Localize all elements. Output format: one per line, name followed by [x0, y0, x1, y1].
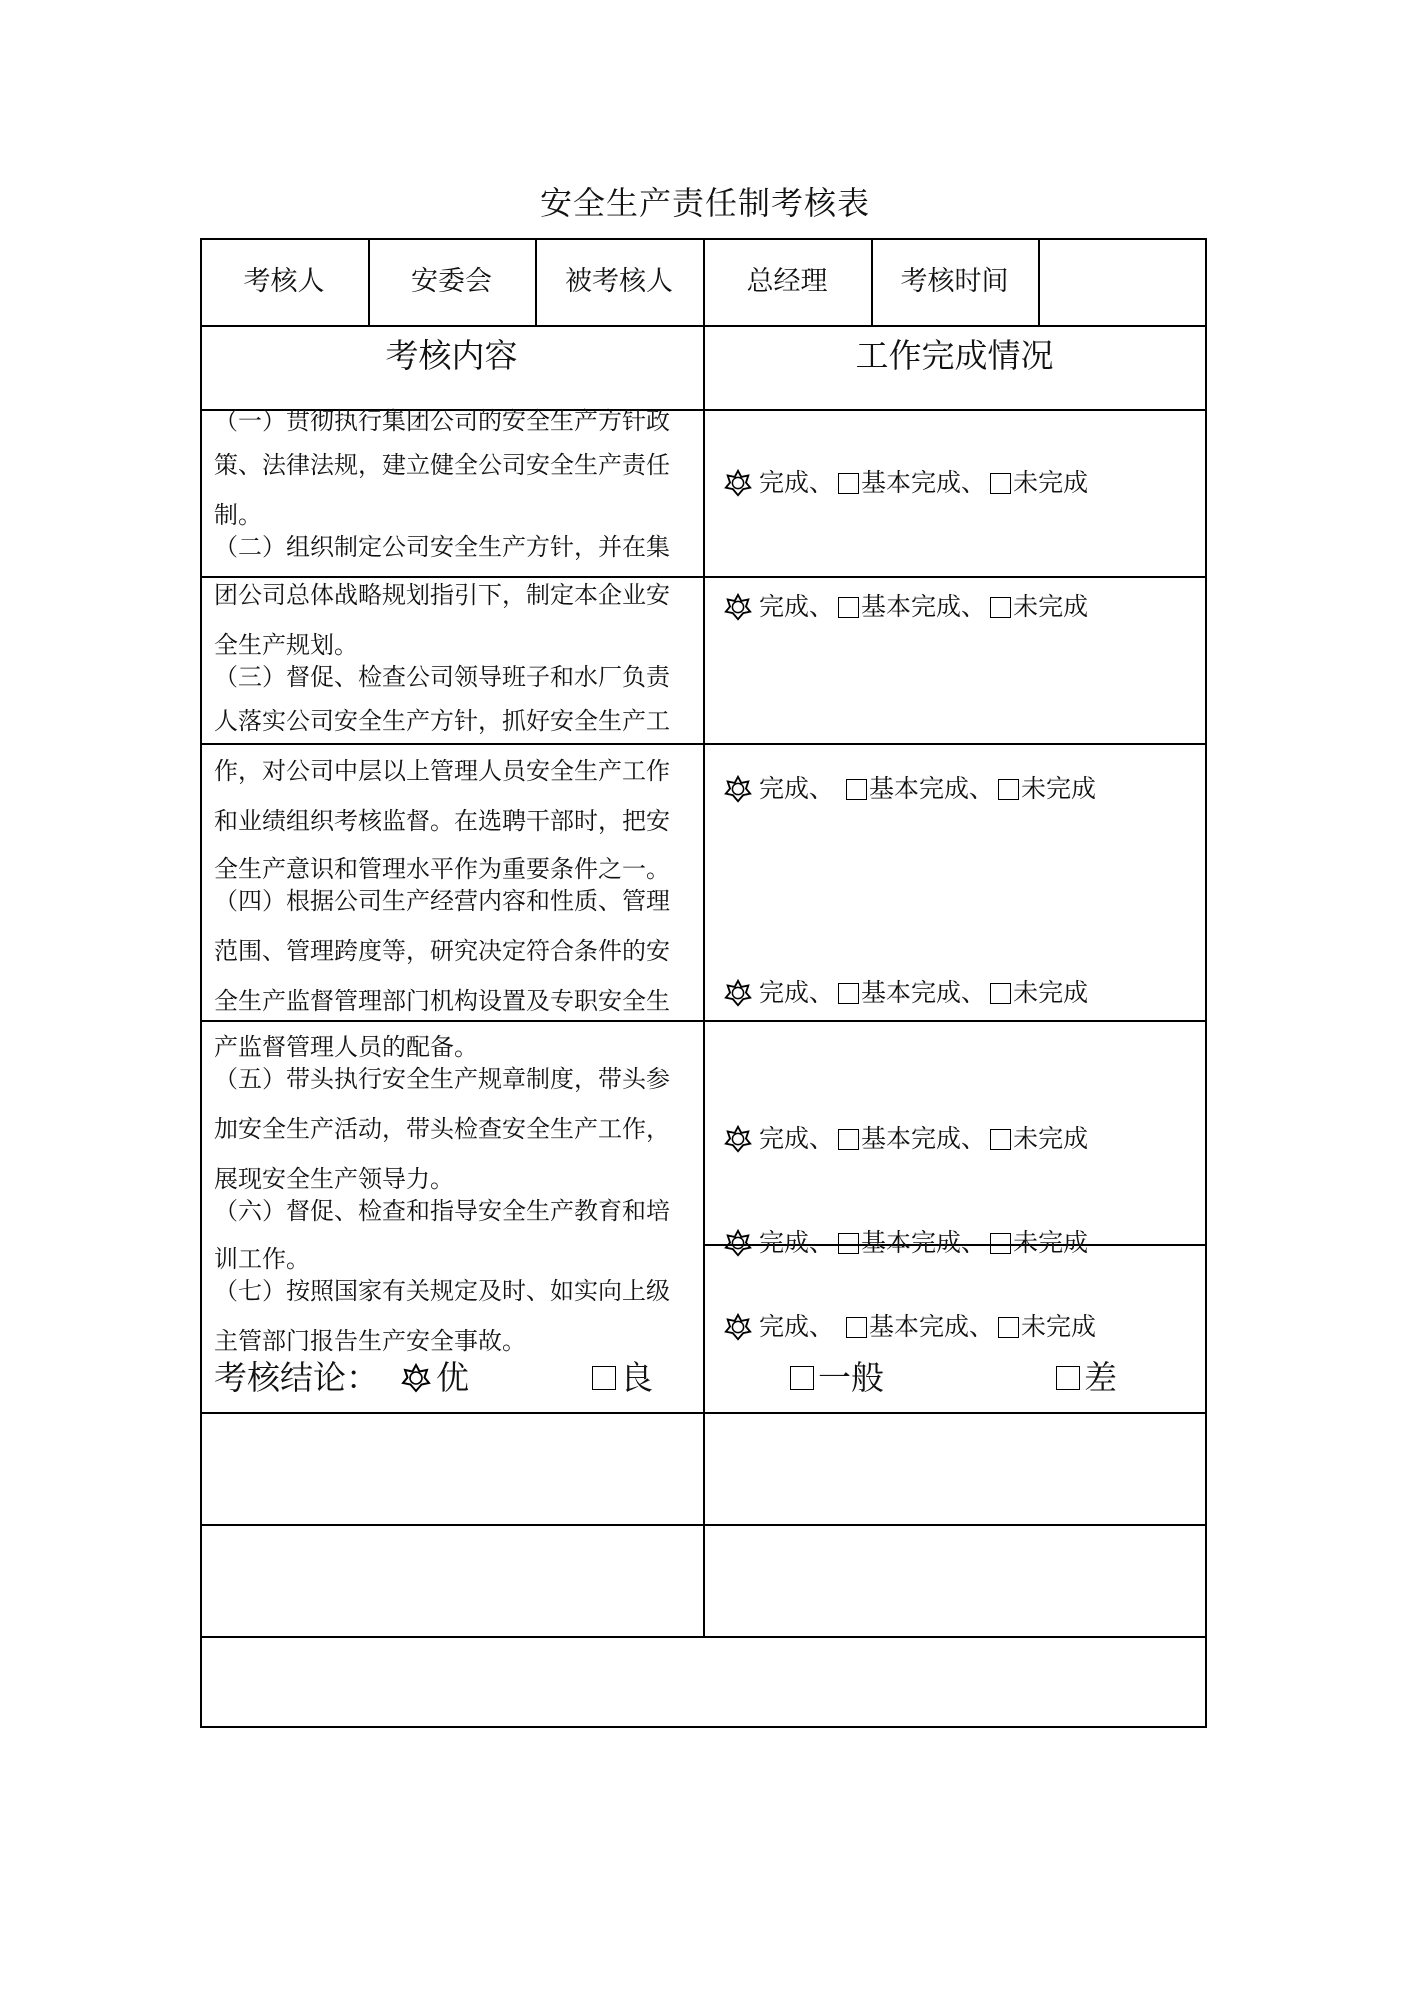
content-line: 训工作。: [214, 1245, 310, 1273]
checkbox-icon: [838, 983, 859, 1004]
option-incomplete-label: 未完成: [1013, 1228, 1089, 1257]
checkbox-icon: [990, 983, 1011, 1004]
sun-star-icon: [723, 1312, 753, 1342]
sun-star-icon: [723, 1228, 753, 1258]
content-line: 作，对公司中层以上管理人员安全生产工作: [214, 757, 670, 785]
status-option-row[interactable]: [723, 774, 1096, 804]
option-separator: 、: [961, 978, 987, 1007]
option-complete-label: 完成: [759, 1228, 810, 1257]
sun-star-icon: [400, 1362, 432, 1394]
option-basic-label: 基本完成: [868, 774, 969, 803]
sun-star-icon: [723, 978, 753, 1008]
option-separator: 、: [809, 468, 835, 497]
checkbox-icon: [990, 1129, 1011, 1150]
option-separator: 、: [809, 1228, 835, 1257]
status-option-row[interactable]: [723, 468, 1088, 498]
content-line: （七）按照国家有关规定及时、如实向上级: [214, 1277, 670, 1305]
content-line: 加安全生产活动，带头检查安全生产工作，: [214, 1115, 670, 1143]
sun-star-icon: [723, 774, 753, 804]
content-line: （四）根据公司生产经营内容和性质、管理: [214, 887, 670, 915]
conclusion-option-excellent[interactable]: [400, 1358, 469, 1398]
checkbox-icon: [838, 597, 859, 618]
checkbox-icon: [838, 1129, 859, 1150]
examiner-label: 考核人: [243, 266, 325, 297]
option-separator: 、: [961, 592, 987, 621]
checkbox-icon: [990, 597, 1011, 618]
content-line: （五）带头执行安全生产规章制度，带头参: [214, 1065, 670, 1093]
conclusion-option-label: 良: [620, 1358, 653, 1397]
content-line: 展现安全生产领导力。: [214, 1165, 454, 1193]
status-option-row[interactable]: [723, 1312, 1096, 1342]
date-cell-right[interactable]: [705, 1526, 1204, 1634]
examinee-label: 被考核人: [565, 266, 673, 297]
option-basic-label: 基本完成: [868, 1312, 969, 1341]
option-separator: 、: [809, 592, 835, 621]
date-cell-left[interactable]: [202, 1526, 702, 1634]
examiner-value: 安委会: [411, 266, 492, 297]
checkbox-icon: [846, 1317, 867, 1338]
content-line: 范围、管理跨度等，研究决定符合条件的安: [214, 937, 670, 965]
option-incomplete-label: 未完成: [1013, 468, 1089, 497]
conclusion-option-label: 一般: [818, 1358, 884, 1397]
option-separator: 、: [961, 1228, 987, 1257]
option-basic-label: 基本完成: [861, 1124, 962, 1153]
status-option-row[interactable]: [723, 978, 1088, 1008]
option-separator: 、: [809, 978, 835, 1007]
table-border-bottom: [200, 1726, 1206, 1728]
content-line: 制。: [214, 501, 262, 529]
option-separator: 、: [969, 774, 995, 803]
content-line: 策、法律法规，建立健全公司安全生产责任: [214, 451, 670, 479]
sun-star-icon: [723, 1124, 753, 1154]
checkbox-icon: [790, 1366, 814, 1390]
option-complete-label: 完成: [759, 468, 810, 497]
conclusion-option-good[interactable]: [592, 1358, 653, 1398]
content-line: 全生产意识和管理水平作为重要条件之一。: [214, 855, 670, 883]
option-incomplete-label: 未完成: [1013, 592, 1089, 621]
examinee-value: 总经理: [746, 266, 828, 297]
checkbox-icon: [990, 473, 1011, 494]
checkbox-icon: [998, 779, 1019, 800]
checkbox-icon: [990, 1233, 1011, 1254]
exam-time-label: 考核时间: [900, 266, 1009, 297]
content-line: （一）贯彻执行集团公司的安全生产方针政: [214, 407, 670, 435]
content-line: 主管部门报告生产安全事故。: [214, 1327, 526, 1355]
content-line: （三）督促、检查公司领导班子和水厂负责: [214, 663, 670, 691]
table-border-right: [1205, 238, 1207, 1728]
option-complete-label: 完成: [759, 978, 810, 1007]
checkbox-icon: [998, 1317, 1019, 1338]
status-option-row[interactable]: [723, 1124, 1088, 1154]
option-separator: 、: [809, 774, 835, 803]
signature-cell-left[interactable]: [202, 1414, 702, 1522]
conclusion-option-label: 优: [436, 1358, 469, 1397]
conclusion-label: [214, 1358, 379, 1398]
option-incomplete-label: 未完成: [1013, 978, 1089, 1007]
status-option-row[interactable]: [723, 1228, 1088, 1258]
page-title: 安全生产责任制考核表: [539, 184, 870, 222]
content-line: 全生产监督管理部门机构设置及专职安全生: [214, 987, 670, 1015]
option-incomplete-label: 未完成: [1021, 774, 1097, 803]
content-line: 团公司总体战略规划指引下，制定本企业安: [214, 581, 670, 609]
content-line: 人落实公司安全生产方针，抓好安全生产工: [214, 707, 670, 735]
checkbox-icon: [846, 779, 867, 800]
content-line: （六）督促、检查和指导安全生产教育和培: [214, 1197, 670, 1225]
option-complete-label: 完成: [759, 1312, 810, 1341]
conclusion-option-average[interactable]: [790, 1358, 884, 1398]
checkbox-icon: [838, 473, 859, 494]
content-column-header: 考核内容: [385, 336, 518, 375]
option-separator: 、: [969, 1312, 995, 1341]
sun-star-icon: [723, 468, 753, 498]
conclusion-option-poor[interactable]: [1056, 1358, 1117, 1398]
table-divider: [1038, 238, 1040, 325]
checkbox-icon: [1056, 1366, 1080, 1390]
option-incomplete-label: 未完成: [1021, 1312, 1097, 1341]
option-separator: 、: [961, 1124, 987, 1153]
remarks-cell[interactable]: [202, 1638, 1204, 1724]
checkbox-icon: [592, 1366, 616, 1390]
status-option-row[interactable]: [723, 592, 1088, 622]
option-complete-label: 完成: [759, 592, 810, 621]
content-line: 产监督管理人员的配备。: [214, 1033, 478, 1061]
checkbox-icon: [838, 1233, 859, 1254]
option-separator: 、: [809, 1312, 835, 1341]
option-complete-label: 完成: [759, 774, 810, 803]
option-complete-label: 完成: [759, 1124, 810, 1153]
sun-star-icon: [723, 592, 753, 622]
content-line: （二）组织制定公司安全生产方针，并在集: [214, 533, 670, 561]
content-line: 和业绩组织考核监督。在选聘干部时，把安: [214, 807, 670, 835]
option-basic-label: 基本完成: [861, 978, 962, 1007]
option-separator: 、: [809, 1124, 835, 1153]
status-column-header: 工作完成情况: [855, 336, 1054, 375]
option-separator: 、: [961, 468, 987, 497]
conclusion-option-label: 差: [1084, 1358, 1117, 1397]
option-incomplete-label: 未完成: [1013, 1124, 1089, 1153]
option-basic-label: 基本完成: [861, 468, 962, 497]
option-basic-label: 基本完成: [861, 1228, 962, 1257]
conclusion-label-text: 考核结论：: [214, 1358, 379, 1397]
option-basic-label: 基本完成: [861, 592, 962, 621]
content-line: 全生产规划。: [214, 631, 358, 659]
signature-cell-right[interactable]: [705, 1414, 1204, 1522]
